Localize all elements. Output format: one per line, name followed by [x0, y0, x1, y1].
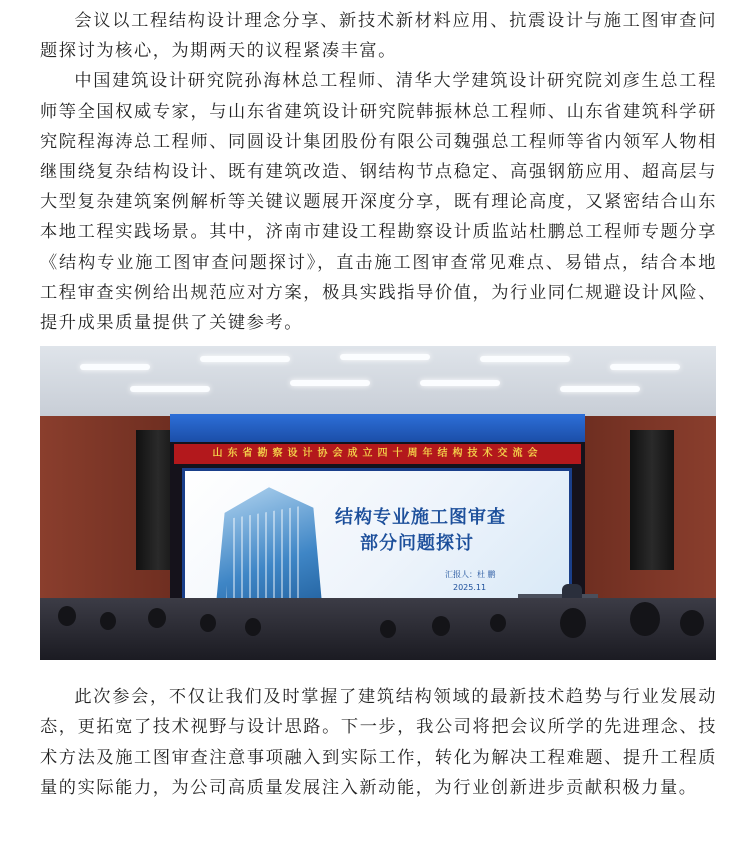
audience-head: [630, 602, 660, 636]
audience-head: [245, 618, 261, 636]
ceiling-light: [340, 354, 430, 360]
audience-head: [100, 612, 116, 630]
article-paragraph-1: 会议以工程结构设计理念分享、新技术新材料应用、抗震设计与施工图审查问题探讨为核心，为期两天的议程紧凑丰富。: [40, 11, 717, 62]
audience-head: [680, 610, 704, 636]
slide-reporter: 汇报人：杜 鹏: [445, 570, 496, 580]
article-paragraph-2: 中国建筑设计研究院孙海林总工程师、清华大学建筑设计研究院刘彦生总工程师等全国权威专家，与山东省建筑设计研究院韩振林总工程师、山东省建筑科学研究院程海涛总工程师、同圆设计集团股份有限公司魏强总工程师等省内领军人物相继围绕复杂结构设计、既有建筑改造、钢结构节点稳定、高强钢筋应用、超高层与大型复杂建筑案例解析等关键议题展开深度分享，既有理论高度，又紧密结合山东本地工程实践场景。其中，济南市建设工程勘察设计质监站杜鹏总工程师专题分享《结构专业施工图审查问题探讨》，直击施工图审查常见难点、易错点，结合本地工程审查实例给出规范应对方案，极具实践指导价值，为行业同仁规避设计风险、提升成果质量提供了关键参考。: [40, 71, 717, 334]
ceiling-light: [610, 364, 680, 370]
conference-banner: 山东省勘察设计协会成立四十周年结构技术交流会: [174, 444, 581, 464]
slide-date: 2025.11: [453, 583, 487, 593]
audience-head: [490, 614, 506, 632]
ceiling-light: [480, 356, 570, 362]
slide-title-line1: 结构专业施工图审查: [335, 507, 506, 529]
audience: [40, 598, 716, 660]
ceiling-light: [290, 380, 370, 386]
ceiling-light: [130, 386, 210, 392]
ceiling-light: [420, 380, 500, 386]
audience-head: [148, 608, 166, 628]
article-paragraph-3: 此次参会，不仅让我们及时掌握了建筑结构领域的最新技术趋势与行业发展动态，更拓宽了技术视野与设计思路。下一步，我公司将把会议所学的先进理念、技术方法及施工图审查注意事项融入到实际工作，转化为解决工程难题、提升工程质量的实际能力，为公司高质量发展注入新动能，为行业创新进步贡献积极力量。: [40, 687, 717, 798]
audience-head: [380, 620, 396, 638]
audience-head: [560, 608, 586, 638]
presentation-slide: [182, 468, 572, 618]
conference-photo: [40, 346, 716, 660]
ceiling-light: [560, 386, 640, 392]
audience-head: [200, 614, 216, 632]
stage-blue-band: [170, 414, 585, 442]
speaker-right: [630, 430, 674, 570]
audience-head: [432, 616, 450, 636]
audience-head: [58, 606, 76, 626]
slide-title-line2: 部分问题探讨: [360, 533, 474, 555]
ceiling-light: [200, 356, 290, 362]
ceiling-light: [80, 364, 150, 370]
